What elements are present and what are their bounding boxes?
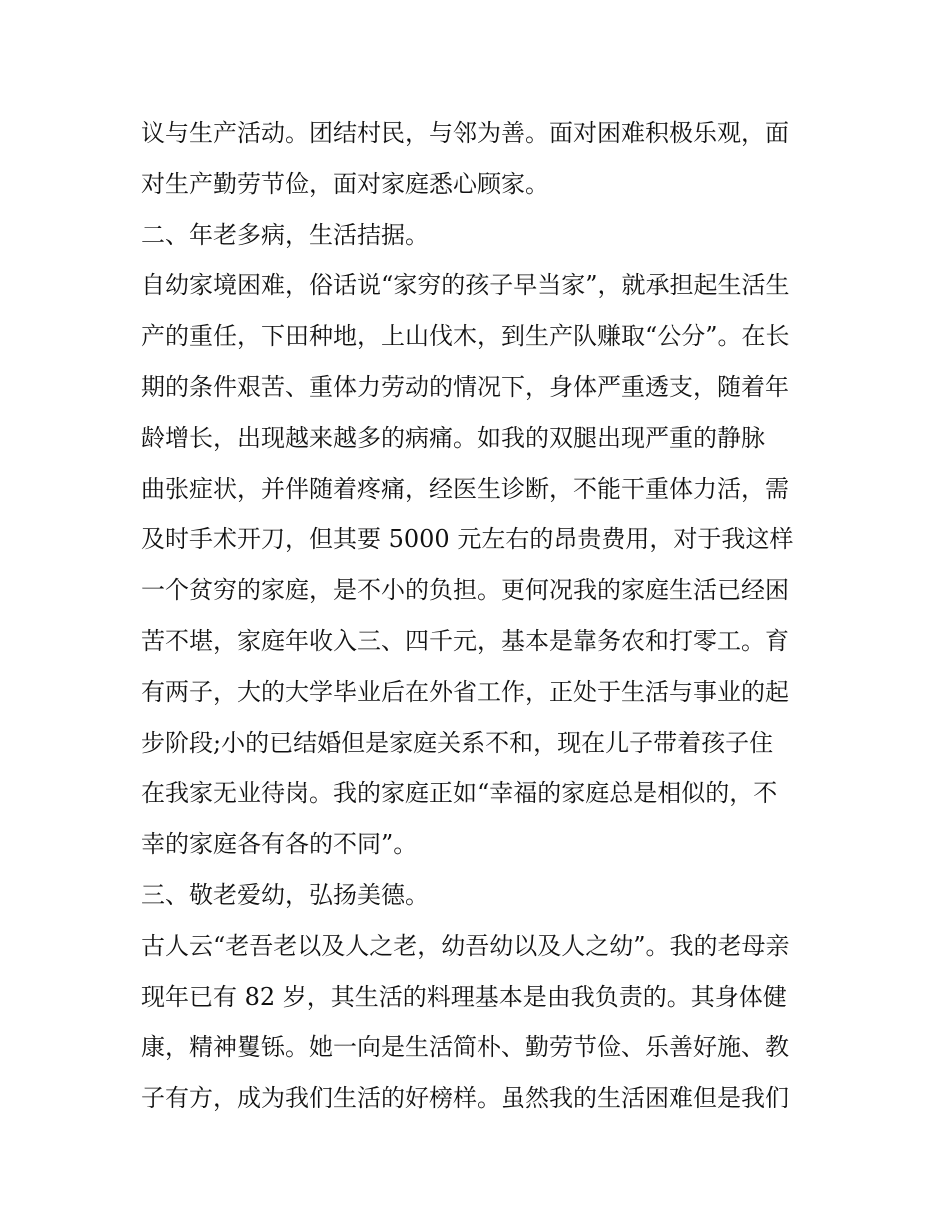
text-line: 及时手术开刀，但其要 5000 元左右的昂贵费用，对于我这样 <box>141 525 794 554</box>
text-line: 康，精神矍铄。她一向是生活简朴、勤劳节俭、乐善好施、教 <box>141 1033 789 1062</box>
text-line: 有两子，大的大学毕业后在外省工作，正处于生活与事业的起 <box>141 677 789 706</box>
text-line: 苦不堪，家庭年收入三、四千元，基本是靠务农和打零工。育 <box>141 626 789 655</box>
text-line: 古人云“老吾老以及人之老，幼吾幼以及人之幼”。我的老母亲 <box>141 931 790 960</box>
text-line: 产的重任，下田种地，上山伐木，到生产队赚取“公分”。在长 <box>141 322 790 351</box>
text-line: 议与生产活动。团结村民，与邻为善。面对困难积极乐观，面 <box>141 119 789 147</box>
text-line: 曲张症状，并伴随着疼痛，经医生诊断，不能干重体力活，需 <box>141 474 789 503</box>
text-line: 对生产勤劳节俭，面对家庭悉心顾家。 <box>141 169 549 198</box>
text-line: 现年已有 82 岁，其生活的料理基本是由我负责的。其身体健 <box>141 982 787 1011</box>
text-line: 幸的家庭各有各的不同”。 <box>141 830 418 859</box>
text-line: 一个贫穷的家庭，是不小的负担。更何况我的家庭生活已经困 <box>141 576 789 605</box>
text-line: 自幼家境困难，俗话说“家穷的孩子早当家”，就承担起生活生 <box>141 271 790 300</box>
text-line: 龄增长，出现越来越多的病痛。如我的双腿出现严重的静脉 <box>141 423 765 452</box>
document-body <box>141 108 821 1124</box>
text-line: 步阶段;小的已结婚但是家庭关系不和，现在儿子带着孩子住 <box>141 728 774 757</box>
section-heading: 二、年老多病，生活拮据。 <box>141 220 429 249</box>
text-line: 期的条件艰苦、重体力劳动的情况下，身体严重透支，随着年 <box>141 372 789 401</box>
section-heading: 三、敬老爱幼，弘扬美德。 <box>141 880 429 909</box>
text-line: 子有方，成为我们生活的好榜样。虽然我的生活困难但是我们 <box>141 1084 789 1113</box>
text-line: 在我家无业待岗。我的家庭正如“幸福的家庭总是相似的，不 <box>141 779 778 808</box>
